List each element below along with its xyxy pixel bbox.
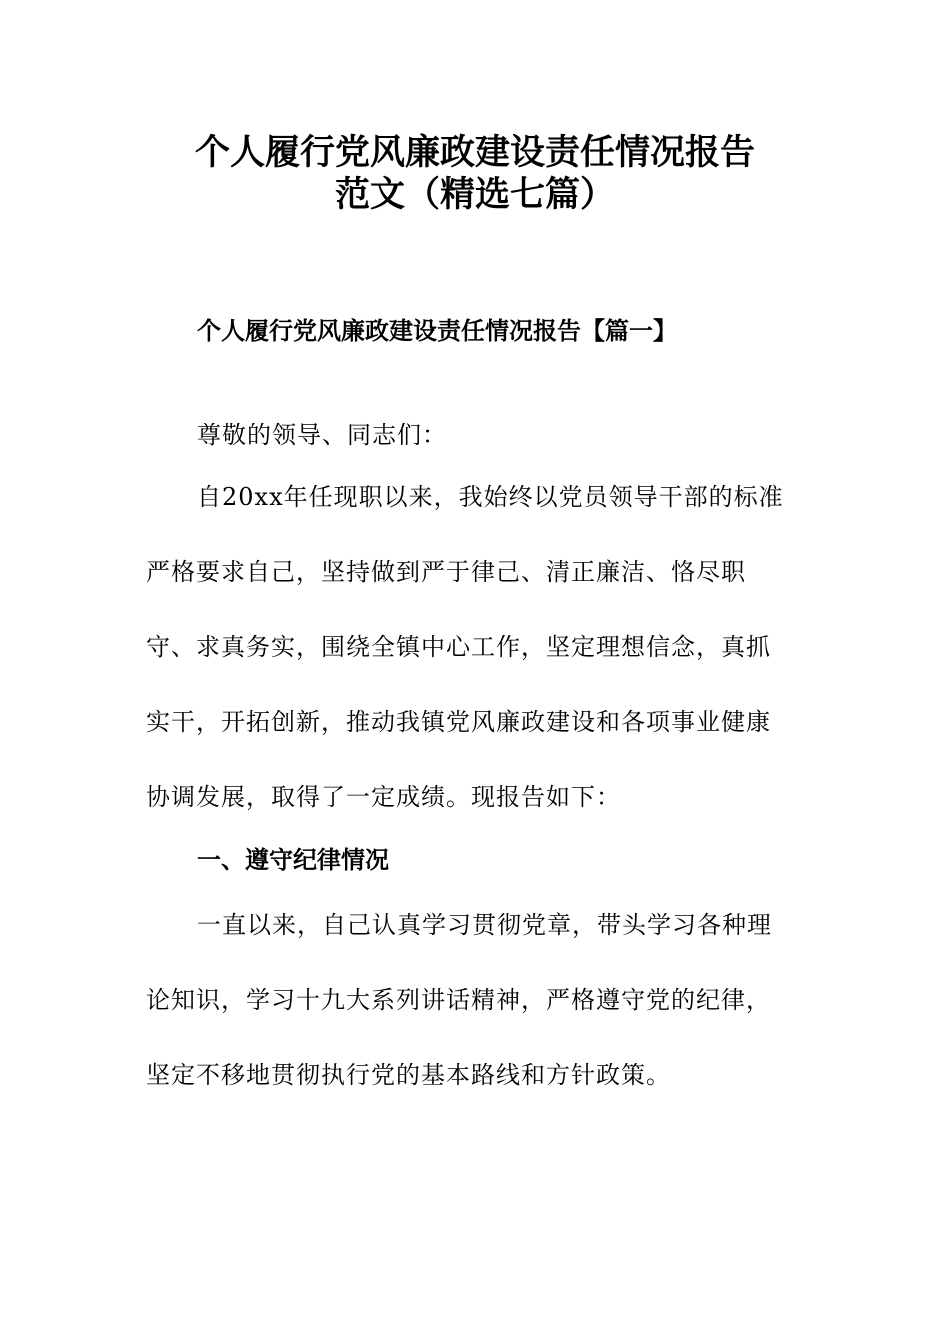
- paragraph-2-line-2: 论知识，学习十九大系列讲话精神，严格遵守党的纪律，: [146, 986, 771, 1014]
- section-1-heading: 一、遵守纪律情况: [197, 846, 389, 874]
- paragraph-1-line-5: 协调发展，取得了一定成绩。现报告如下：: [146, 783, 621, 811]
- paragraph-1-line-3: 守、求真务实，围绕全镇中心工作，坚定理想信念，真抓: [146, 633, 771, 661]
- paragraph-1-line-2: 严格要求自己，坚持做到严于律己、清正廉洁、恪尽职: [146, 558, 746, 586]
- paragraph-2-line-3: 坚定不移地贯彻执行党的基本路线和方针政策。: [146, 1061, 671, 1089]
- section-subtitle: 个人履行党风廉政建设责任情况报告【篇一】: [197, 317, 677, 345]
- document-title-line-2: 范文（精选七篇）: [334, 175, 615, 215]
- paragraph-1-line-4: 实干，开拓创新，推动我镇党风廉政建设和各项事业健康: [146, 708, 771, 736]
- paragraph-1-line-1: 自20xx年任现职以来，我始终以党员领导干部的标准: [197, 483, 784, 511]
- document-title-line-1: 个人履行党风廉政建设责任情况报告: [194, 133, 755, 173]
- salutation: 尊敬的领导、同志们：: [197, 421, 447, 449]
- paragraph-2-line-1: 一直以来，自己认真学习贯彻党章，带头学习各种理: [197, 911, 772, 939]
